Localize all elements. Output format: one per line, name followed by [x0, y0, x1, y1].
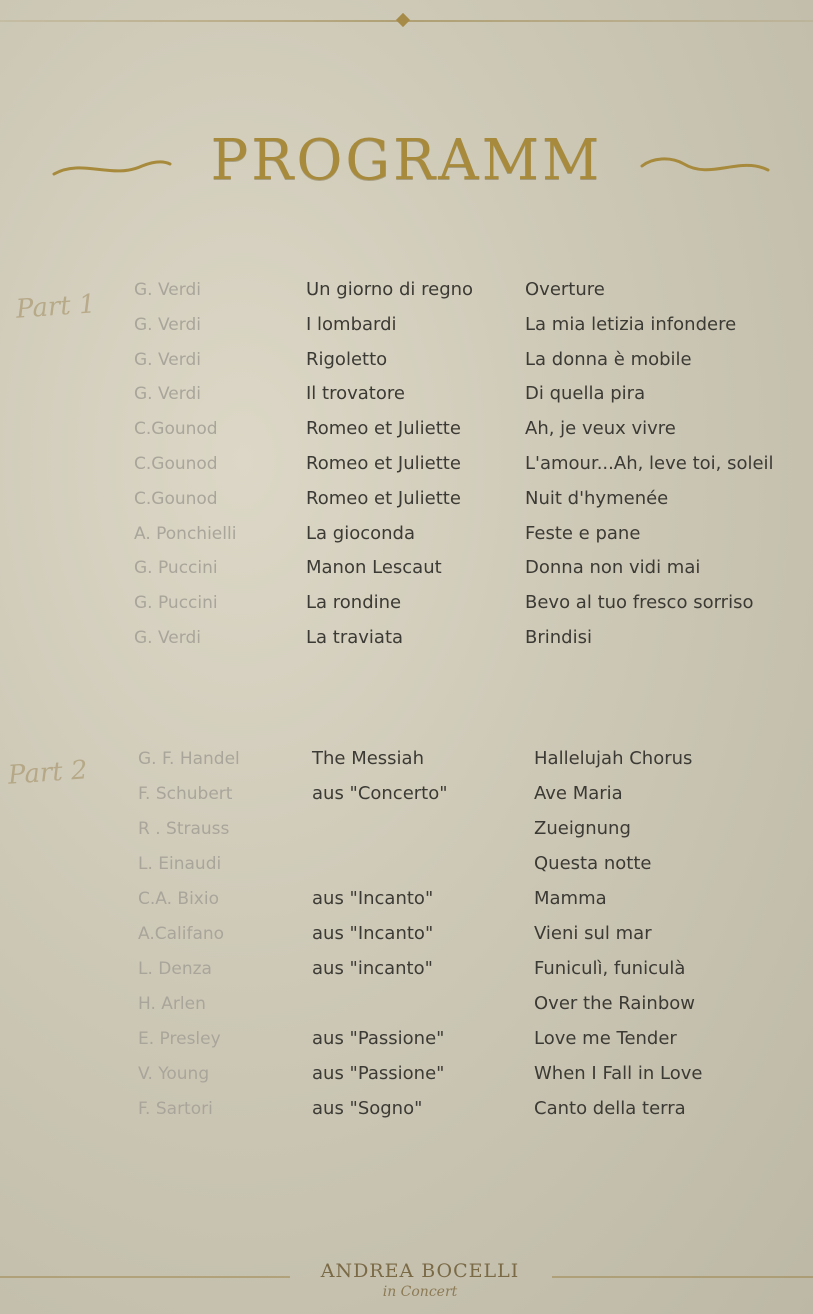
- piece-title: Di quella pira: [525, 383, 646, 405]
- program-row: [0, 589, 813, 617]
- piece-title: Funiculì, funiculà: [534, 958, 686, 979]
- piece-title: When I Fall in Love: [534, 1063, 703, 1084]
- piece-title: Feste e pane: [525, 522, 641, 544]
- work-title: La gioconda: [306, 522, 415, 544]
- work-title: aus "Incanto": [312, 923, 434, 944]
- program-row: [0, 1095, 813, 1123]
- heading-wrap: [0, 128, 813, 193]
- work-title: La traviata: [306, 627, 404, 648]
- work-title: Il trovatore: [306, 383, 405, 405]
- program-row: [0, 450, 813, 478]
- program-row: [0, 276, 813, 304]
- work-title: aus "Incanto": [312, 888, 434, 909]
- program-row: [0, 554, 813, 582]
- composer-name: C.Gounod: [134, 419, 218, 440]
- composer-name: G. Verdi: [134, 314, 201, 335]
- part-1-label: Part 1: [15, 289, 97, 325]
- program-row: [0, 624, 813, 652]
- composer-name: H. Arlen: [138, 994, 206, 1014]
- work-title: Romeo et Juliette: [306, 453, 461, 474]
- work-title: Romeo et Juliette: [306, 418, 461, 440]
- footer-rule-left: [0, 1276, 290, 1278]
- work-title: Manon Lescaut: [306, 557, 442, 579]
- work-title: Rigoletto: [306, 348, 388, 370]
- work-title: aus "incanto": [312, 958, 433, 979]
- composer-name: C.Gounod: [134, 488, 218, 509]
- footer-rule-right: [552, 1276, 813, 1278]
- program-row: [0, 850, 813, 878]
- composer-name: C.Gounod: [134, 454, 218, 474]
- piece-title: Zueignung: [534, 818, 631, 839]
- piece-title: Mamma: [534, 888, 607, 909]
- work-title: Un giorno di regno: [306, 279, 474, 300]
- composer-name: G. Verdi: [134, 280, 201, 300]
- piece-title: Ave Maria: [534, 783, 623, 804]
- piece-title: L'amour...Ah, leve toi, soleil: [525, 453, 774, 474]
- composer-name: R . Strauss: [138, 819, 230, 839]
- composer-name: V. Young: [138, 1064, 210, 1084]
- footer-brand: ANDREA BOCELLI: [320, 1260, 520, 1282]
- piece-title: Ah, je veux vivre: [525, 418, 676, 440]
- composer-name: A.Califano: [138, 924, 225, 944]
- piece-title: Hallelujah Chorus: [534, 748, 693, 769]
- composer-name: G. Verdi: [134, 349, 201, 370]
- program-row: [0, 955, 813, 983]
- composer-name: F. Sartori: [138, 1099, 213, 1119]
- piece-title: Nuit d'hymenée: [525, 487, 669, 509]
- program-row: [0, 380, 813, 408]
- piece-title: Donna non vidi mai: [525, 557, 701, 579]
- composer-name: G. Puccini: [134, 593, 218, 614]
- piece-title: Vieni sul mar: [534, 923, 652, 944]
- work-title: The Messiah: [312, 748, 424, 769]
- program-row: [0, 415, 813, 443]
- program-row: [0, 815, 813, 843]
- piece-title: Questa notte: [534, 853, 652, 874]
- composer-name: G. F. Handel: [138, 749, 240, 769]
- piece-title: Bevo al tuo fresco sorriso: [525, 592, 754, 614]
- program-row: [0, 1025, 813, 1053]
- piece-title: Canto della terra: [534, 1098, 686, 1119]
- program-row: [0, 920, 813, 948]
- composer-name: E. Presley: [138, 1029, 221, 1049]
- work-title: Romeo et Juliette: [306, 487, 461, 509]
- work-title: I lombardi: [306, 313, 397, 335]
- part-2-label: Part 2: [7, 755, 89, 791]
- diamond-ornament-icon: [396, 13, 410, 27]
- work-title: aus "Passione": [312, 1063, 445, 1084]
- program-row: [0, 990, 813, 1018]
- program-row: [0, 1060, 813, 1088]
- program-row: [0, 311, 813, 339]
- composer-name: G. Verdi: [134, 628, 201, 648]
- work-title: aus "Passione": [312, 1028, 445, 1049]
- composer-name: G. Verdi: [134, 384, 201, 405]
- composer-name: C.A. Bixio: [138, 889, 219, 909]
- program-row: [0, 520, 813, 548]
- piece-title: Love me Tender: [534, 1028, 677, 1049]
- piece-title: Over the Rainbow: [534, 993, 695, 1014]
- program-row: [0, 485, 813, 513]
- piece-title: La mia letizia infondere: [525, 313, 737, 335]
- footer-subtitle: in Concert: [382, 1284, 458, 1300]
- piece-title: Brindisi: [525, 627, 592, 648]
- composer-name: G. Puccini: [134, 558, 218, 579]
- composer-name: L. Einaudi: [138, 854, 222, 874]
- program-row: [0, 745, 813, 773]
- composer-name: F. Schubert: [138, 784, 233, 804]
- work-title: aus "Sogno": [312, 1098, 423, 1119]
- composer-name: A. Ponchielli: [134, 523, 237, 544]
- page-title: PROGRAMM: [210, 128, 603, 193]
- program-row: [0, 885, 813, 913]
- work-title: aus "Concerto": [312, 783, 448, 804]
- piece-title: La donna è mobile: [525, 348, 692, 370]
- program-row: [0, 346, 813, 374]
- program-row: [0, 780, 813, 808]
- piece-title: Overture: [525, 279, 605, 300]
- work-title: La rondine: [306, 592, 402, 614]
- composer-name: L. Denza: [138, 959, 212, 979]
